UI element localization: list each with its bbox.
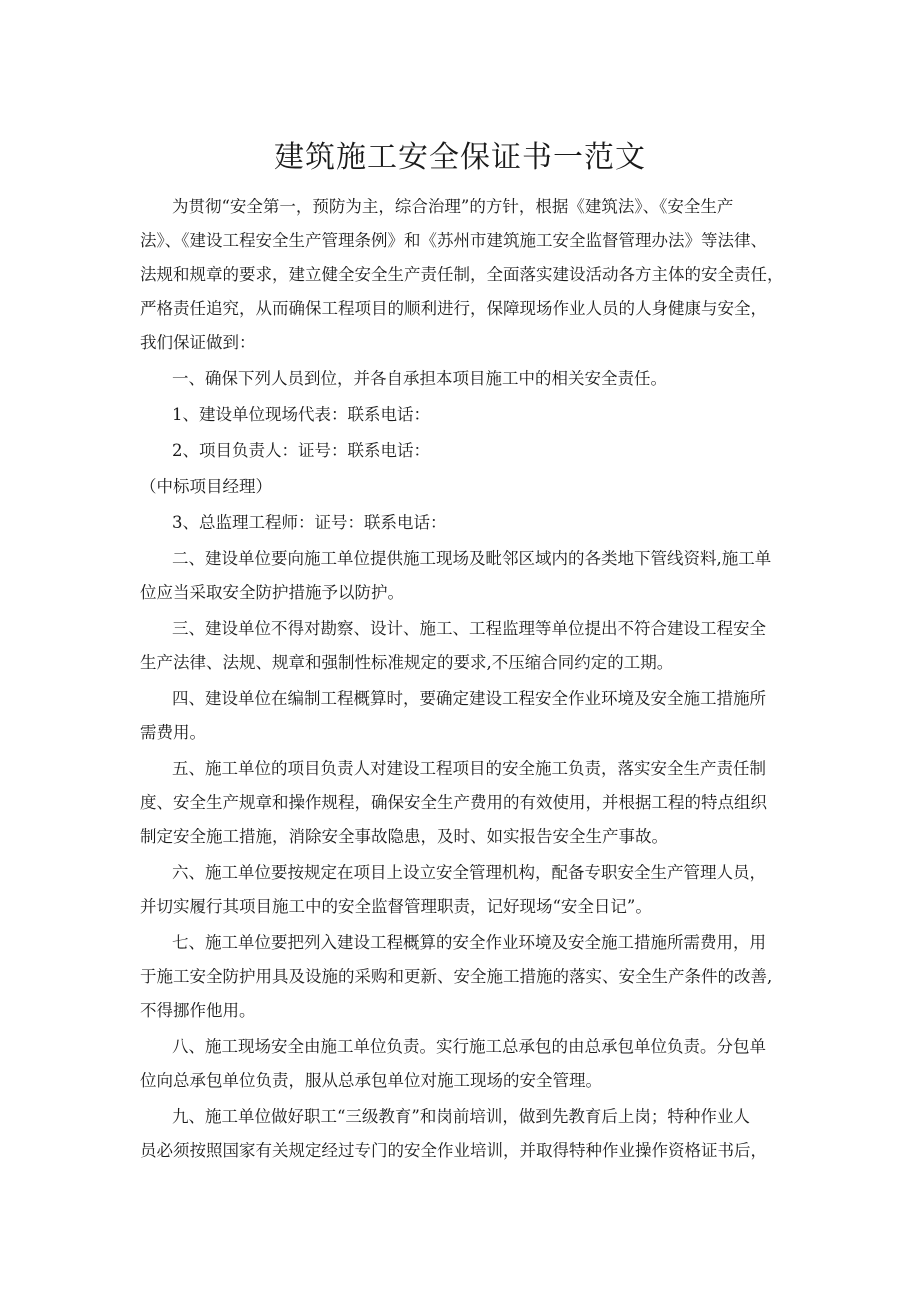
contact-line: 2、项目负责人：证号：联系电话： [172, 441, 430, 460]
paragraph-line: 六、施工单位要按规定在项目上设立安全管理机构，配备专职安全生产管理人员， [172, 863, 766, 882]
clause-heading: 一、确保下列人员到位，并各自承担本项目施工中的相关安全责任。 [172, 369, 667, 388]
contact-line: 3、总监理工程师：证号：联系电话： [172, 513, 447, 532]
paragraph-line: 二、建设单位要向施工单位提供施工现场及毗邻区域内的各类地下管线资料,施工单 [172, 549, 772, 568]
paragraph-line: 三、建设单位不得对勘察、设计、施工、工程监理等单位提出不符合建设工程安全 [172, 619, 766, 638]
paragraph-line: 位应当采取安全防护措施予以防护。 [140, 583, 404, 602]
paragraph-line: 严格责任追究，从而确保工程项目的顺利进行，保障现场作业人员的人身健康与安全， [140, 299, 767, 318]
document-body [140, 190, 792, 1168]
paragraph-line: 不得挪作他用。 [140, 1001, 256, 1020]
paragraph-line: 生产法律、法规、规章和强制性标准规定的要求,不压缩合同约定的工期。 [140, 653, 674, 672]
contact-note: （中标项目经理） [140, 477, 272, 496]
paragraph-line: 法》、《建设工程安全生产管理条例》和《苏州市建筑施工安全监督管理办法》等法律、 [140, 231, 767, 250]
paragraph-line: 法规和规章的要求，建立健全安全生产责任制，全面落实建设活动各方主体的安全责任， [140, 265, 784, 284]
paragraph-line: 员必须按照国家有关规定经过专门的安全作业培训，并取得特种作业操作资格证书后， [140, 1141, 767, 1160]
paragraph-line: 度、安全生产规章和操作规程，确保安全生产费用的有效使用，并根据工程的特点组织 [140, 793, 767, 812]
paragraph-line: 于施工安全防护用具及设施的采购和更新、安全施工措施的落实、安全生产条件的改善, [140, 967, 773, 986]
paragraph-line: 我们保证做到： [140, 333, 256, 352]
paragraph-line: 制定安全施工措施，消除安全事故隐患，及时、如实报告安全生产事故。 [140, 827, 668, 846]
paragraph-line: 八、施工现场安全由施工单位负责。实行施工总承包的由总承包单位负责。分包单 [172, 1037, 766, 1056]
paragraph-line: 五、施工单位的项目负责人对建设工程项目的安全施工负责，落实安全生产责任制 [172, 759, 766, 778]
paragraph-line: 九、施工单位做好职工“三级教育”和岗前培训，做到先教育后上岗；特种作业人 [172, 1107, 750, 1126]
paragraph-line: 需费用。 [140, 723, 206, 742]
paragraph-line: 四、建设单位在编制工程概算时，要确定建设工程安全作业环境及安全施工措施所 [172, 689, 766, 708]
paragraph-line: 为贯彻“安全第一，预防为主，综合治理”的方针，根据《建筑法》、《安全生产 [172, 197, 734, 216]
paragraph-line: 并切实履行其项目施工中的安全监督管理职责，记好现场“安全日记”。 [140, 897, 652, 916]
paragraph-line: 位向总承包单位负责，服从总承包单位对施工现场的安全管理。 [140, 1071, 602, 1090]
contact-line: 1、建设单位现场代表：联系电话： [172, 405, 430, 424]
paragraph-line: 七、施工单位要把列入建设工程概算的安全作业环境及安全施工措施所需费用，用 [172, 933, 766, 952]
document-title: 建筑施工安全保证书一范文 [274, 140, 646, 175]
